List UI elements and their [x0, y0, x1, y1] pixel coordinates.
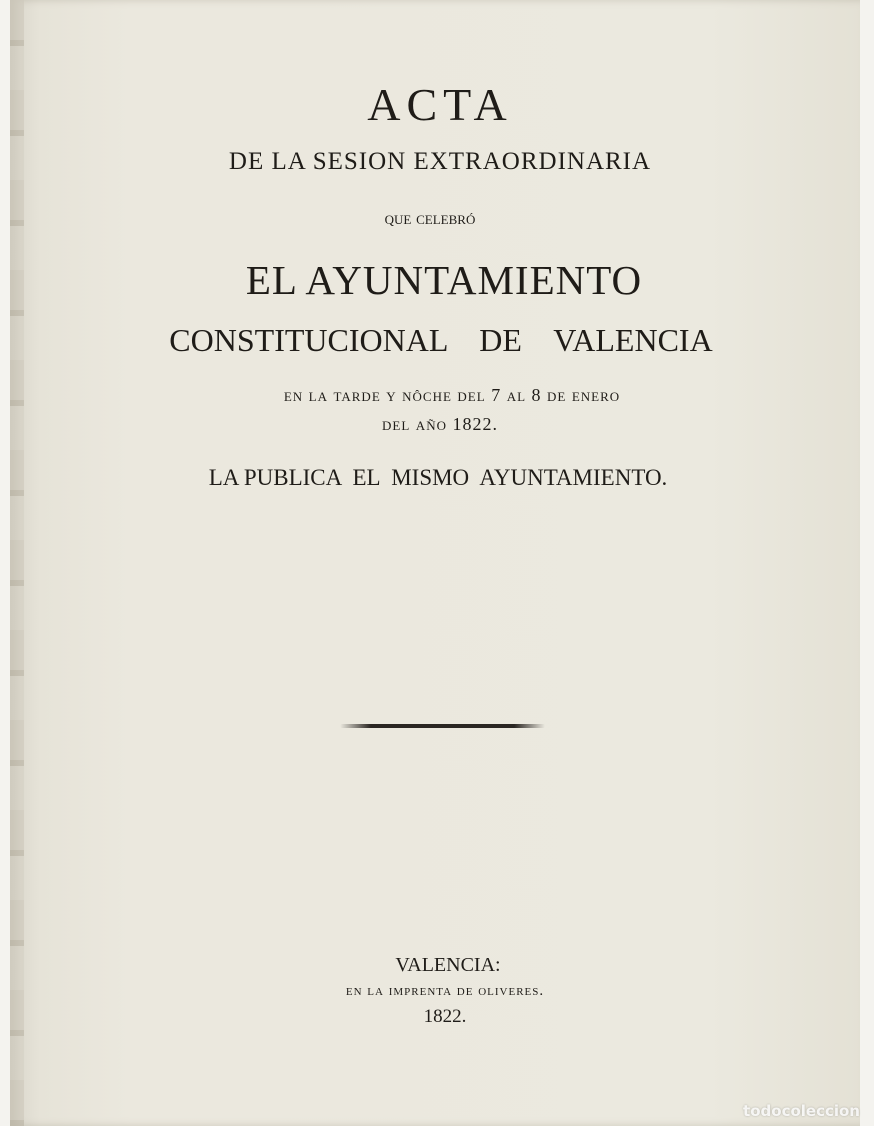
- institution: EL AYUNTAMIENTO: [245, 257, 643, 303]
- celebro-line: que celebró: [384, 208, 476, 229]
- title: ACTA: [367, 79, 513, 130]
- subtitle: DE LA SESION EXTRAORDINARIA: [228, 148, 652, 175]
- publisher-note: LA PUBLICA EL MISMO AYUNTAMIENTO.: [208, 465, 668, 490]
- ornamental-rule: [340, 724, 545, 728]
- date-line-1: en la tarde y nôche del 7 al 8 de enero: [283, 385, 621, 405]
- date-line-2: del año 1822.: [382, 414, 498, 434]
- institution-line-2: CONSTITUCIONAL DE VALENCIA: [169, 322, 713, 358]
- imprint-printer: en la imprenta de oliveres.: [345, 983, 545, 999]
- imprint-year: 1822.: [423, 1006, 467, 1027]
- watermark: todocoleccion: [743, 1102, 860, 1120]
- imprint-city: VALENCIA:: [395, 954, 501, 976]
